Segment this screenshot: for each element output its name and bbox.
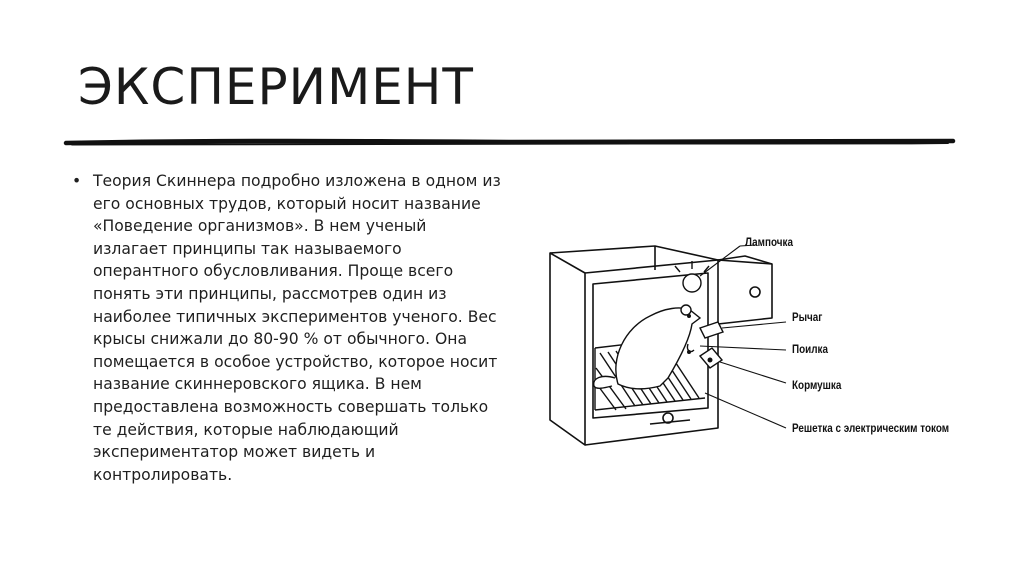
slide-title: ЭКСПЕРИМЕНТ: [78, 58, 474, 116]
bullet-marker: •: [72, 172, 82, 190]
label-feeder: Кормушка: [792, 380, 842, 392]
skinner-box-figure: [540, 228, 1000, 458]
title-divider: [62, 132, 957, 152]
bullet-paragraph: Теория Скиннера подробно изложена в одном из его основных трудов, который носит название «Поведение организмов». В нем ученый излагает принципы так называемого оперантного обусловливания. Проще всего понять эти принципы, рассмотрев один из наиболее типичных экспериментов ученого. Вес крысы снижали до 80-90 % от обычного. Она помещается в особое устройство, которое носит название скиннеровского ящика. В нем предоставлена возможность совершать только те действия, которые наблюдающий экспериментатор может видеть и контролировать.: [93, 172, 501, 484]
label-lever: Рычаг: [792, 312, 823, 324]
label-grid: Решетка с электрическим током: [792, 423, 950, 435]
label-lamp: Лампочка: [745, 237, 793, 249]
label-drinker: Поилка: [792, 344, 828, 356]
content-text-block: [72, 170, 502, 486]
